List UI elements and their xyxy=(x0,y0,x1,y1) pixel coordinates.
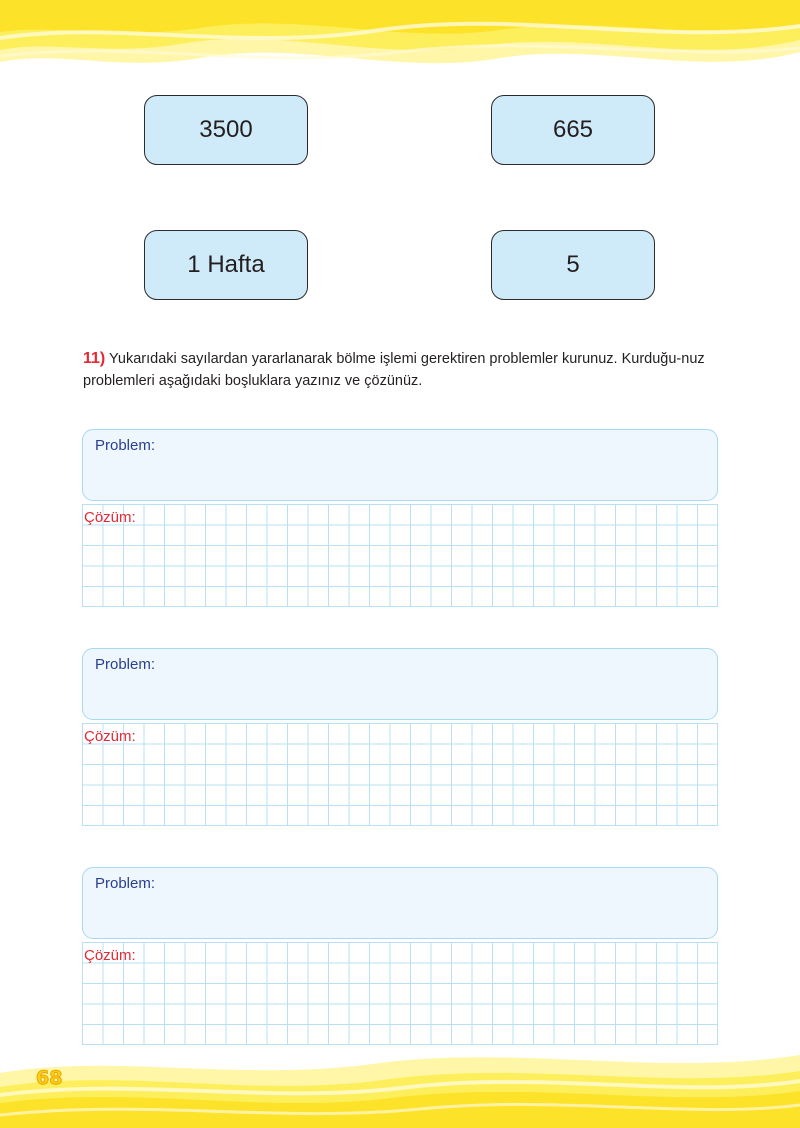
problem-label: Problem: xyxy=(95,875,156,892)
question-text: Yukarıdaki sayılardan yararlanarak bölme işlemi gerektiren problemler kurunuz. Kurduğu-nuz problemleri aşağıdaki boşluklara yazınız ve çözünüz. xyxy=(83,351,705,389)
question-11 xyxy=(83,348,723,392)
number-box-5: 5 xyxy=(491,230,655,300)
problem-box-3[interactable] xyxy=(82,867,718,939)
problem-box-1[interactable] xyxy=(82,429,718,501)
problem-label: Problem: xyxy=(95,656,156,673)
solution-grid-3[interactable] xyxy=(82,942,718,1045)
solution-grid-2[interactable] xyxy=(82,723,718,826)
number-box-665: 665 xyxy=(491,95,655,165)
page-number: 68 xyxy=(36,1067,63,1089)
number-box-3500: 3500 xyxy=(144,95,308,165)
top-yellow-wave xyxy=(0,0,800,82)
problem-box-2[interactable] xyxy=(82,648,718,720)
bottom-yellow-wave xyxy=(0,1043,800,1128)
number-box-1-hafta: 1 Hafta xyxy=(144,230,308,300)
solution-label: Çözüm: xyxy=(84,728,136,745)
solution-grid-1[interactable] xyxy=(82,504,718,607)
solution-label: Çözüm: xyxy=(84,947,136,964)
problem-label: Problem: xyxy=(95,437,156,454)
question-number: 11) xyxy=(83,350,106,367)
solution-label: Çözüm: xyxy=(84,509,136,526)
